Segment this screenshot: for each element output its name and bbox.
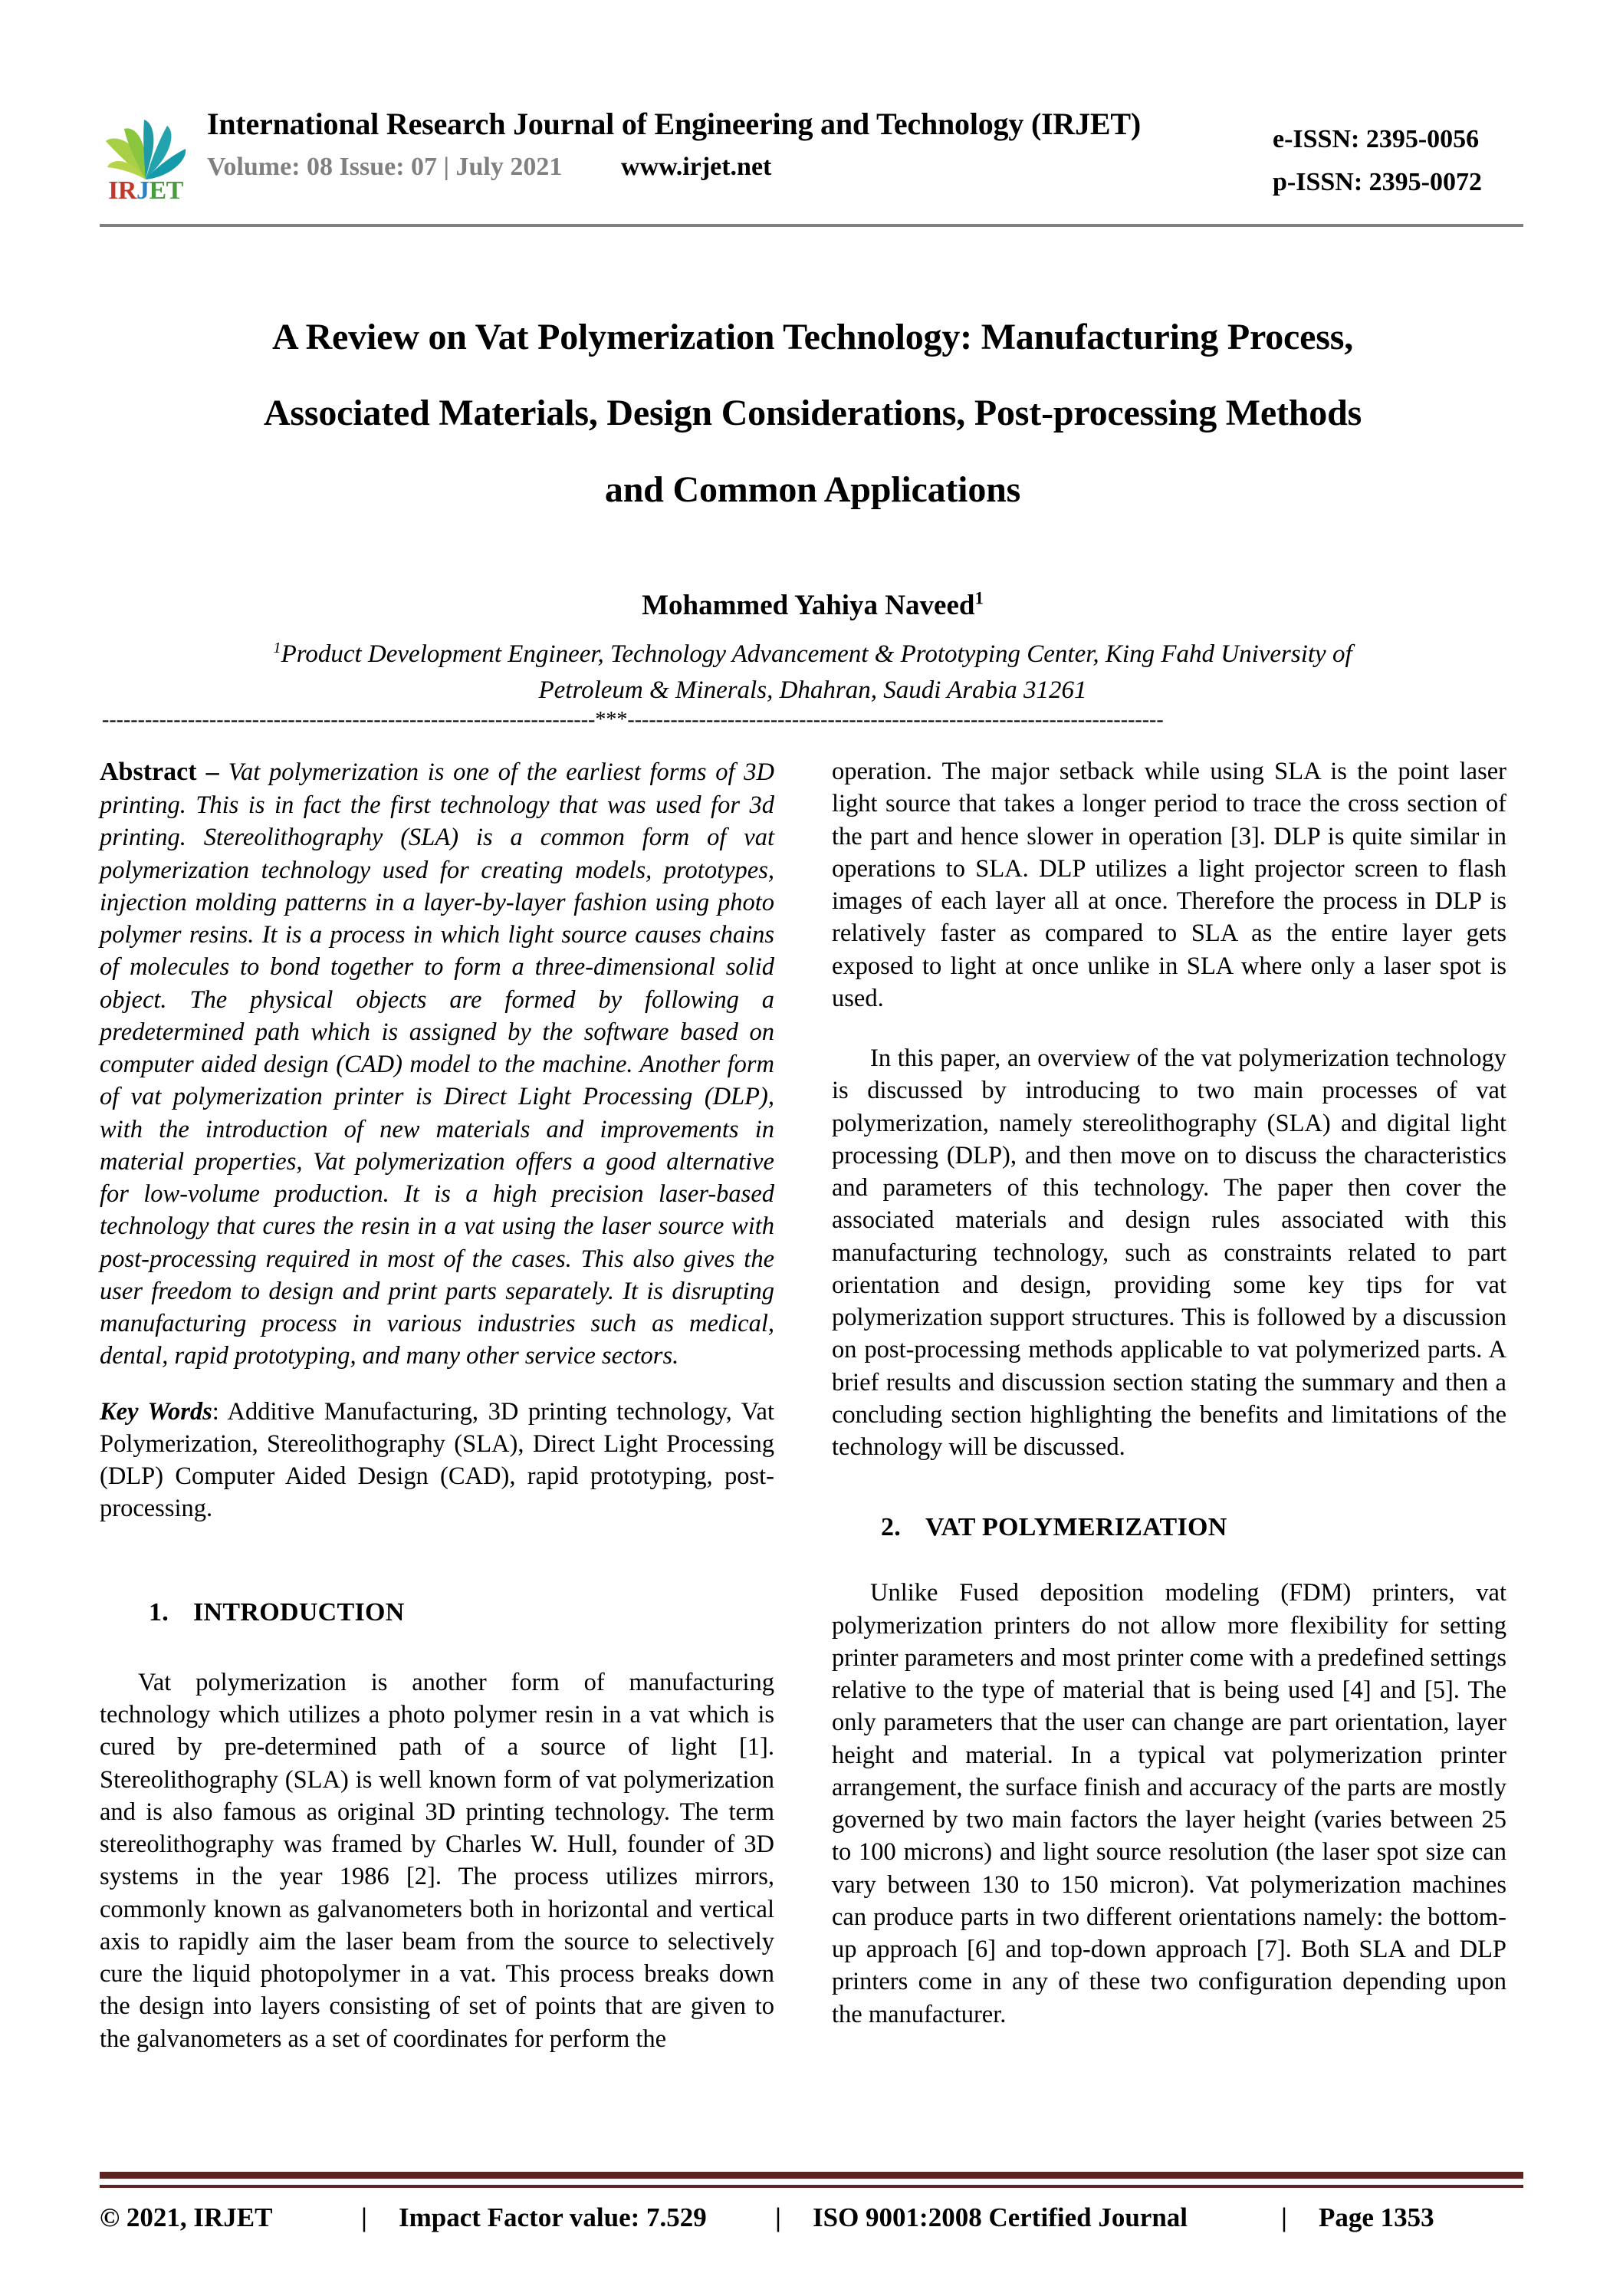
introduction-paragraph-1: Vat polymerization is another form of manufacturing technology which utilizes a photo polymer resin in a vat which is cured by pre-determined path of a source of light [1]. Stereolithography (SLA) is well known form of vat polymerization and is also famous as original 3D printing technology. The term stereolithography was framed by Charles W. Hull, founder of 3D systems in the year 1986 [2]. The process utilizes mirrors, commonly known as galvanometers both in horizontal and vertical axis to rapidly aim the laser beam from the source to selectively cure the liquid photopolymer in a vat. This process breaks down the design into layers consisting of set of points that are given to the galvanometers as a set of coordinates for perform the <box>100 1668 774 2053</box>
introduction-paragraph-2: In this paper, an overview of the vat polymerization technology is discussed by introducing to two main processes of vat polymerization, namely stereolithography (SLA) and digital light processing (DLP), and then move on to discuss the characteristics and parameters of this technology. The paper then cover the associated materials and design rules associated with this manufacturing technology, such as constraints related to part orientation and design, providing some key tips for vat polymerization support structures. This is followed by a discussion on post-processing methods applicable to vat polymerized parts. A brief results and discussion section stating the summary and then a concluding section highlighting the benefits and limitations of the technology will be discussed. <box>832 1044 1506 1461</box>
affiliation-line-1: Product Development Engineer, Technology Advancement & Prototyping Center, King Fahd University of <box>281 640 1352 668</box>
section-2-title: VAT POLYMERIZATION <box>925 1513 1227 1542</box>
footer-page-number: Page 1353 <box>1319 2202 1434 2232</box>
logo-text-et: ET <box>149 176 183 205</box>
affiliation-line-2: Petroleum & Minerals, Dhahran, Saudi Arabia 31261 <box>538 676 1087 705</box>
abstract-paragraph <box>100 755 774 1373</box>
section-separator <box>102 709 1526 731</box>
footer-separator-1: | <box>361 2202 367 2232</box>
abstract-label: Abstract – <box>100 758 228 786</box>
footer-separator-3: | <box>1281 2202 1287 2232</box>
logo-text-j: J <box>136 176 149 205</box>
separator-left-dashes: --------------------------------------------------------------------- <box>102 709 596 731</box>
title-line-1: A Review on Vat Polymerization Technology: Manufacturing Process, <box>271 317 1354 357</box>
author-name-superscript: 1 <box>974 588 984 608</box>
author-name-text: Mohammed Yahiya Naveed <box>642 590 975 621</box>
keywords-paragraph <box>100 1396 774 1525</box>
page-footer <box>100 2202 1523 2233</box>
header-divider <box>100 224 1523 227</box>
e-issn: e-ISSN: 2395-0056 <box>1273 125 1480 153</box>
footer-impact-factor: Impact Factor value: 7.529 <box>399 2202 707 2232</box>
section-1-title: INTRODUCTION <box>193 1597 405 1627</box>
irjet-logo <box>100 107 192 215</box>
footer-iso-certification: ISO 9001:2008 Certified Journal <box>813 2202 1188 2232</box>
footer-divider-thick <box>100 2172 1523 2179</box>
logo-wordmark <box>101 178 190 204</box>
section-heading-introduction <box>100 1596 774 1630</box>
keywords-text: : Additive Manufacturing, 3D printing technology, Vat Polymerization, Stereolithography (SLA), Direct Light Processing (DLP) Computer Aided Design (CAD), rapid prototyping, post-processing. <box>100 1397 774 1523</box>
vat-polymerization-paragraph-1: Unlike Fused deposition modeling (FDM) printers, vat polymerization printers do not allow more flexibility for setting printer parameters and most printer come with a predefined settings relative to the type of material that is being used [4] and [5]. The only parameters that the user can change are part orientation, layer height and material. In a typical vat polymerization printer arrangement, the surface finish and accuracy of the parts are mostly governed by two main factors the layer height (varies between 25 to 100 microns) and light source resolution (the laser spot size can vary between 130 to 150 micron). Vat polymerization machines can produce parts in two different orientations namely: the bottom-up approach [6] and top-down approach [7]. Both SLA and DLP printers come in any of these two configuration depending upon the manufacturer. <box>832 1579 1506 2028</box>
logo-text-ir: IR <box>108 176 136 205</box>
section-2-number: 2. <box>881 1513 902 1542</box>
author-name <box>100 589 1526 622</box>
footer-copyright: © 2021, IRJET <box>100 2202 273 2232</box>
section-1-number: 1. <box>149 1597 169 1627</box>
journal-title: International Research Journal of Engineering and Technology (IRJET) <box>207 107 1142 141</box>
journal-header <box>100 107 1526 222</box>
volume-issue-date: Volume: 08 Issue: 07 | July 2021 <box>207 152 563 181</box>
keywords-label: Key Words <box>100 1397 212 1426</box>
issn-block <box>1273 118 1526 204</box>
left-column <box>100 755 774 2055</box>
title-line-2: Associated Materials, Design Considerations, Post-processing Methods <box>263 393 1362 434</box>
introduction-paragraph-1-continued: operation. The major setback while using SLA is the point laser light source that takes a longer period to trace the cross section of the part and hence slower in operation [3]. DLP is quite similar in operations to SLA. DLP utilizes a light projector screen to flash images of each layer all at once. Therefore the process in DLP is relatively faster as compared to SLA as the entire layer gets exposed to light at once unlike in SLA where only a laser spot is used. <box>832 758 1506 1012</box>
footer-separator-2: | <box>775 2202 781 2232</box>
footer-divider-thin <box>100 2185 1523 2188</box>
title-line-3: and Common Applications <box>604 469 1021 510</box>
affiliation-superscript: 1 <box>273 640 281 656</box>
abstract-text: Vat polymerization is one of the earliest forms of 3D printing. This is in fact the first technology that was used for 3d printing. Stereolithography (SLA) is a common form of vat polymerization technology used for creating models, prototypes, injection molding patterns in a layer-by-layer fashion using photo polymer resins. It is a process in which light source causes chains of molecules to bond together to form a three-dimensional solid object. The physical objects are formed by following a predetermined path which is assigned by the software based on computer aided design (CAD) model to the machine. Another form of vat polymerization printer is Direct Light Processing (DLP), with the introduction of new materials and improvements in material properties, Vat polymerization offers a good alternative for low-volume production. It is a high precision laser-based technology that cures the resin in a vat using the laser source with post-processing required in most of the cases. This also gives the user freedom to design and print parts separately. It is disrupting manufacturing process in various industries such as medical, dental, rapid prototyping, and many other service sectors. <box>100 758 774 1370</box>
journal-website[interactable]: www.irjet.net <box>621 152 772 181</box>
right-column <box>832 755 1506 2031</box>
logo-fan-icon <box>103 109 189 183</box>
separator-right-dashes: --------------------------------------------------------------------------- <box>627 709 1164 731</box>
p-issn: p-ISSN: 2395-0072 <box>1273 168 1482 197</box>
section-heading-vat-polymerization <box>832 1511 1506 1544</box>
page-title <box>100 299 1526 528</box>
author-affiliation <box>153 636 1472 709</box>
separator-stars: *** <box>595 709 628 731</box>
